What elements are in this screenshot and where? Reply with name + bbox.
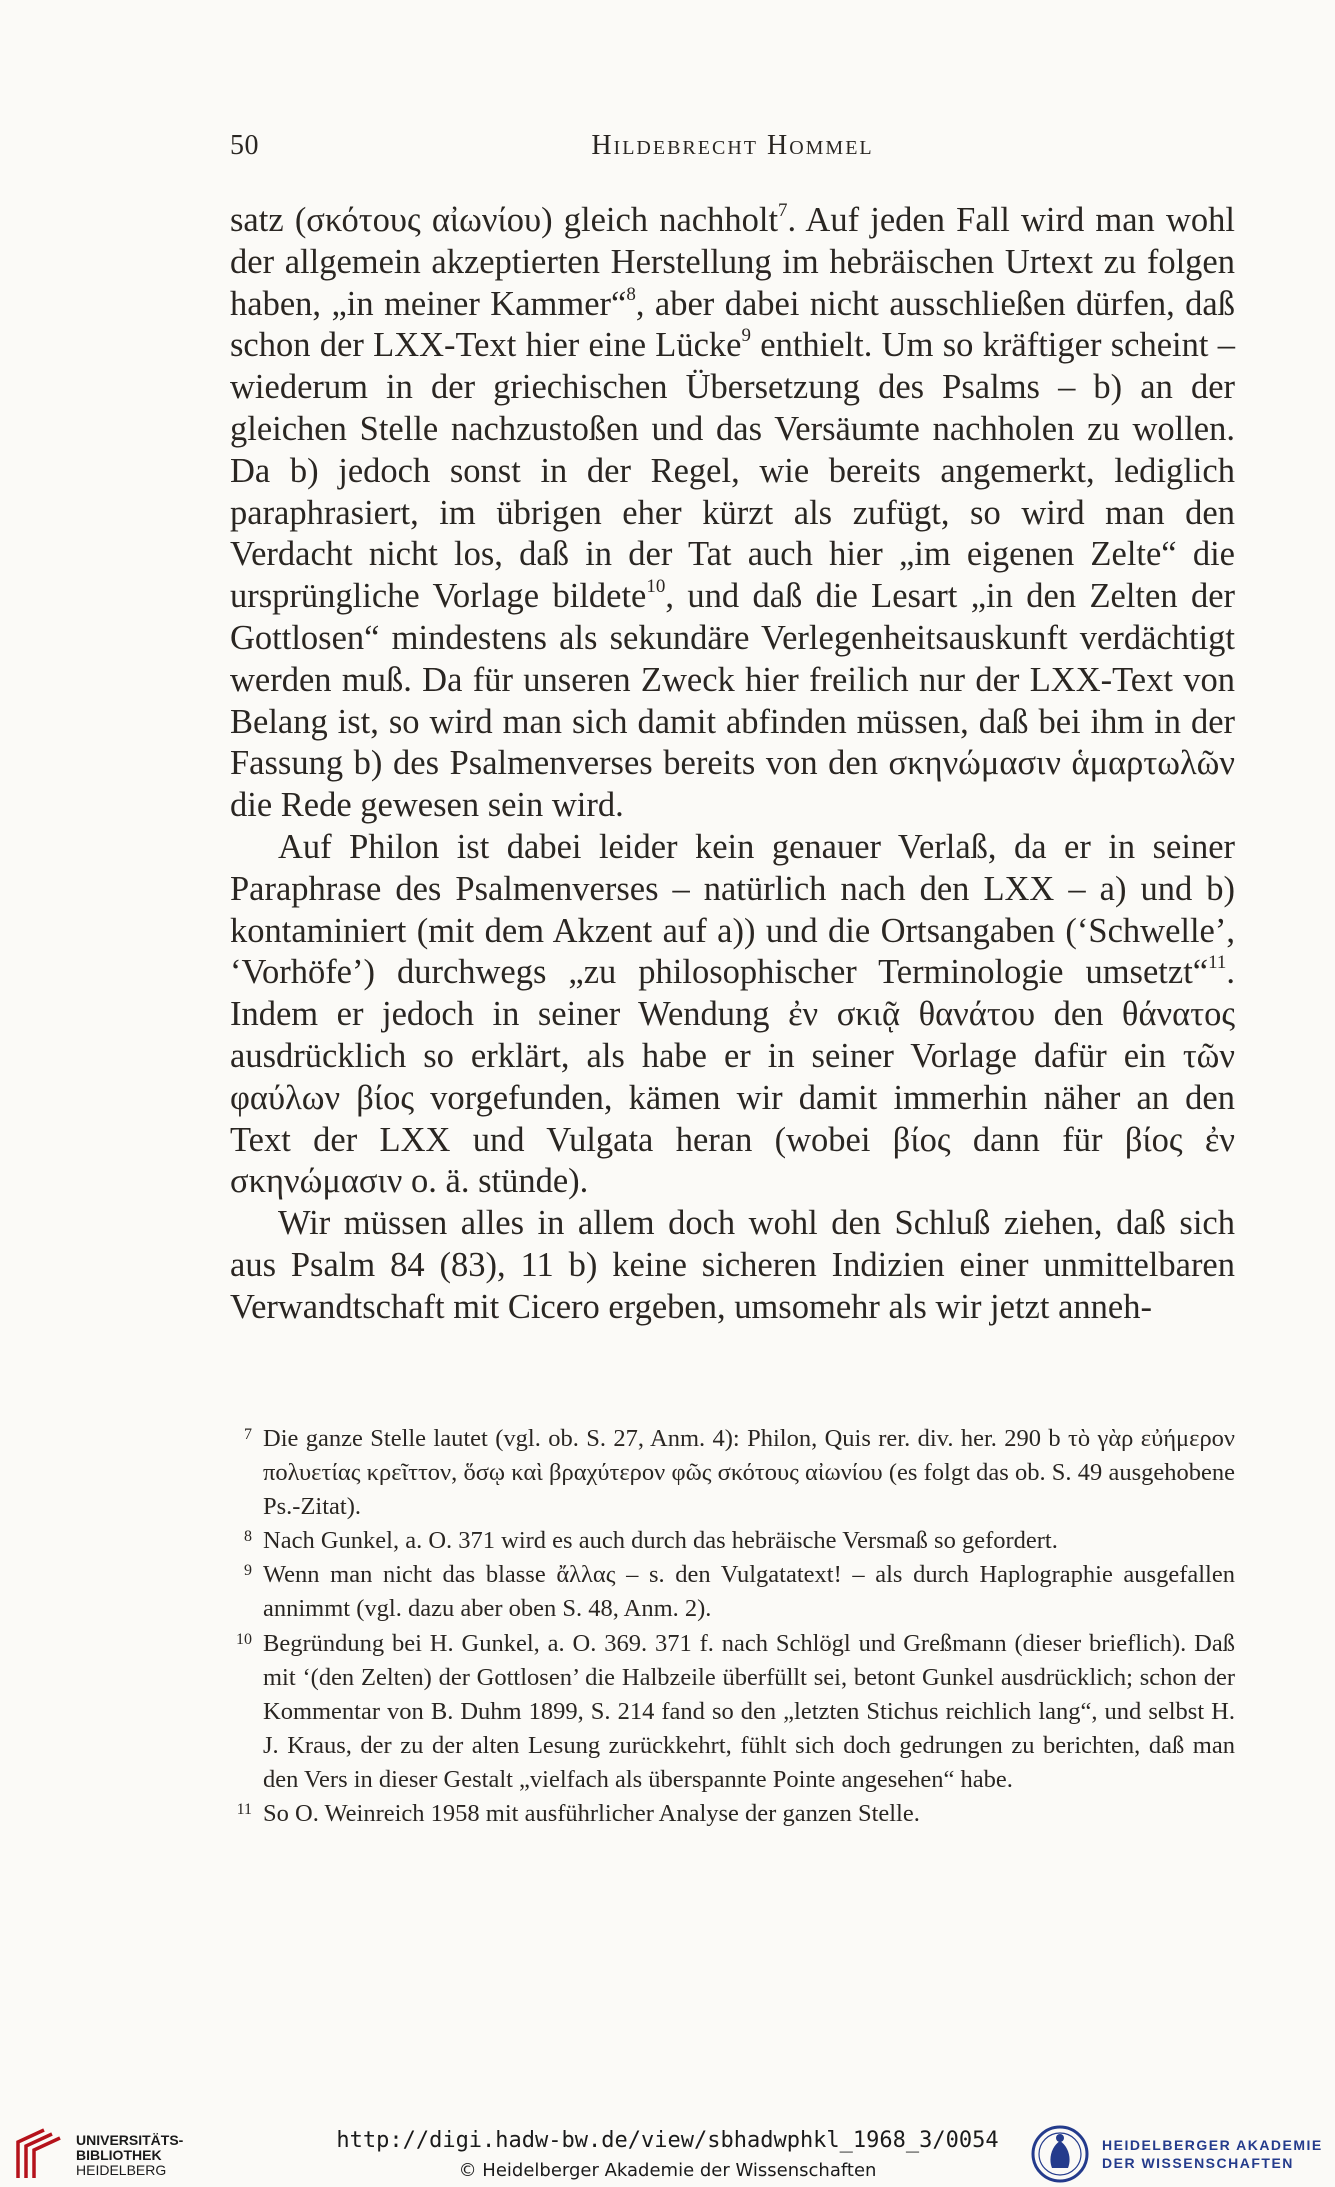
footer-copyright: © Heidelberger Akademie der Wissenschaften bbox=[458, 2160, 877, 2181]
footnote-reference[interactable]: 9 bbox=[741, 325, 751, 347]
text-segment: enthielt. Um so kräftiger scheint – wiederum in der griechischen Übersetzung des Psalms – b) an der gleichen Stelle nachzustoßen und das Versäumte nachholen zu wollen. Da b) jedoch sonst in der Regel, wie bereits angemerkt, lediglich paraphrasiert, im übrigen eher kürzt als zufügt, so wird man den Verdacht nicht los, daß in der Tat auch hier „im eigenen Zelte“ die ursprüngliche Vorlage bildete bbox=[230, 326, 1235, 616]
footnote bbox=[230, 1558, 1235, 1626]
body-paragraph bbox=[230, 200, 1235, 827]
footnotes bbox=[230, 1422, 1235, 1831]
text-segment: satz (σκότους αἰωνίου) gleich nachholt bbox=[230, 201, 779, 239]
text-segment: Auf Philon ist dabei leider kein genauer Verlaß, da er in seiner Paraphrase des Psalmenverses – natürlich nach den LXX – a) und b) kontaminiert (mit dem Akzent auf a)) und die Ortsangaben (‘Schwelle’, ‘Vorhöfe’) durchwegs „zu philosophischer Terminologie umsetzt“ bbox=[230, 827, 1235, 992]
academy-seal-icon[interactable] bbox=[1030, 2124, 1090, 2184]
text-segment: , aber dabei nicht ausschließen dürfen, daß schon der LXX-Text hier eine Lücke bbox=[230, 284, 1235, 365]
page-header bbox=[230, 130, 1235, 170]
academy-name bbox=[1102, 2136, 1323, 2172]
footnote-text: Die ganze Stelle lautet (vgl. ob. S. 27, Anm. 4): Philon, Quis rer. div. her. 290 b τὸ γὰρ εὐήμερον πολυετίας κρεῖττον, ὅσῳ καὶ βραχύτερον φῶς σκότους αἰωνίου (es folgt das ob. S. 49 ausgehobene Ps.-Zitat). bbox=[263, 1425, 1235, 1521]
footnote-reference[interactable]: 10 bbox=[646, 576, 666, 597]
library-name-line: UNIVERSITÄTS- bbox=[76, 2132, 184, 2148]
body-text bbox=[230, 200, 1235, 1329]
academy-name-line: DER WISSENSCHAFTEN bbox=[1102, 2155, 1294, 2171]
text-segment: , und daß die Lesart „in den Zelten der Gottlosen“ mindestens als sekundäre Verlegenheitsauskunft verdächtigt werden muß. Da für unseren Zweck hier freilich nur der LXX-Text von Belang ist, so wird man sich damit abfinden müssen, daß bei ihm in der Fassung b) des Psalmenverses bereits von den σκηνώμασιν ἁμαρτωλῶν die Rede gewesen sein wird. bbox=[230, 577, 1235, 825]
footer-url-link[interactable]: http://digi.hadw-bw.de/view/sbhadwphkl_1968_3/0054 bbox=[336, 2128, 999, 2153]
footnote-reference[interactable]: 11 bbox=[1208, 952, 1227, 974]
footnote-reference[interactable]: 8 bbox=[626, 283, 636, 305]
footnote-number: 10 bbox=[236, 1630, 252, 1648]
page-footer bbox=[0, 2120, 1335, 2187]
page-number: 50 bbox=[230, 130, 259, 161]
footnote-number: 8 bbox=[244, 1528, 252, 1546]
text-segment: . Indem er jedoch in seiner Wendung ἐν σκιᾷ θανάτου den θάνατος ausdrücklich so erklärt, als habe er in seiner Vorlage dafür ein τῶν φαύλων βίος vorgefunden, kämen wir damit immerhin näher an den Text der LXX und Vulgata heran (wobei βίος dann für βίος ἐν σκηνώμασιν o. ä. stünde). bbox=[230, 953, 1235, 1201]
footnote-text: Begründung bei H. Gunkel, a. O. 369. 371 f. nach Schlögl und Greßmann (dieser brieflich). Daß mit ‘(den Zelten) der Gottlosen’ die Halbzeile überfüllt sei, betont Gunkel ausdrücklich; schon der Kommentar von B. Duhm 1899, S. 214 fand so den „letzten Stichus reichlich lang“, und selbst H. J. Kraus, der zu der alten Lesung zurückkehrt, fühlt sich doch gedrungen zu berichten, daß man den Vers in dieser Gestalt „vielfach als überspannte Pointe angesehen“ habe. bbox=[263, 1629, 1235, 1793]
footnote-text: So O. Weinreich 1958 mit ausführlicher Analyse der ganzen Stelle. bbox=[263, 1800, 920, 1828]
library-name-line: BIBLIOTHEK bbox=[76, 2147, 162, 2163]
footnote bbox=[230, 1422, 1235, 1524]
body-paragraph bbox=[230, 1203, 1235, 1328]
text-segment: . Auf jeden Fall wird man wohl der allgemein akzeptierten Herstellung im hebräischen Urtext zu folgen haben, „in meiner Kammer“ bbox=[230, 201, 1235, 323]
text-segment: Wir müssen alles in allem doch wohl den Schluß ziehen, daß sich aus Psalm 84 (83), 11 b) keine sicheren Indizien einer unmittelbaren Verwandtschaft mit Cicero ergeben, umsomehr als wir jetzt anneh- bbox=[230, 1204, 1235, 1326]
footnote bbox=[230, 1627, 1235, 1797]
body-paragraph bbox=[230, 827, 1235, 1203]
academy-name-line: HEIDELBERGER AKADEMIE bbox=[1102, 2137, 1323, 2153]
footnote bbox=[230, 1797, 1235, 1831]
footnote-text: Wenn man nicht das blasse ἄλλας – s. den Vulgatatext! – als durch Haplographie ausgefallen annimmt (vgl. dazu aber oben S. 48, Anm. 2). bbox=[263, 1561, 1235, 1623]
footnote-reference[interactable]: 7 bbox=[778, 199, 788, 221]
footnote-text: Nach Gunkel, a. O. 371 wird es auch durch das hebräische Versmaß so gefordert. bbox=[263, 1527, 1058, 1555]
footnote-number: 7 bbox=[244, 1426, 252, 1443]
footnote-number: 11 bbox=[236, 1801, 252, 1819]
footnote bbox=[230, 1524, 1235, 1558]
library-name-line: HEIDELBERG bbox=[76, 2162, 167, 2178]
footnote-number: 9 bbox=[244, 1562, 252, 1580]
running-head: Hildebrecht Hommel bbox=[591, 130, 874, 161]
